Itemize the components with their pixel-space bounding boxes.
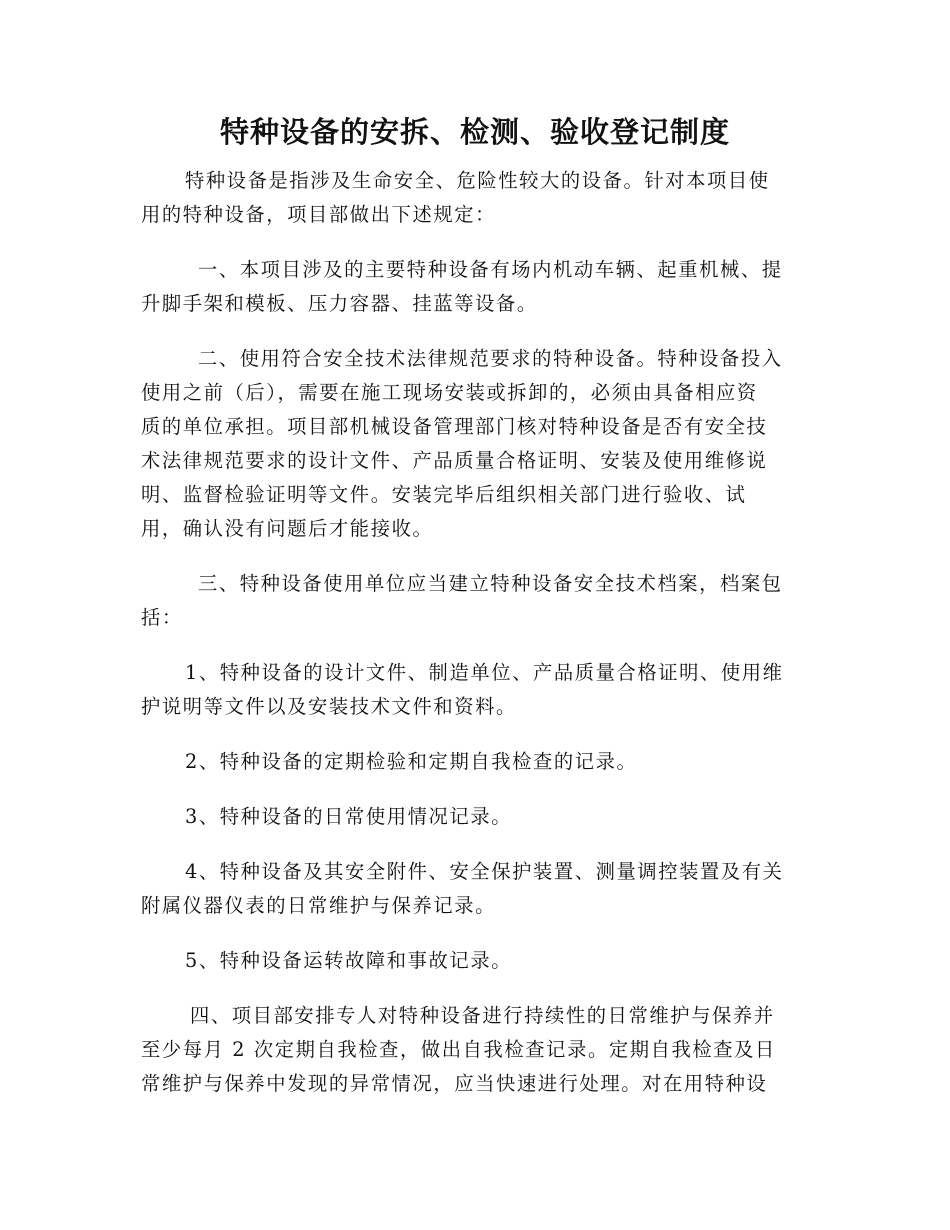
document-title: 特种设备的安拆、检测、验收登记制度 [219, 115, 730, 149]
text-line: 特种设备是指涉及生命安全、危险性较大的设备。针对本项目使 [185, 169, 770, 192]
paragraph-section-2 [141, 342, 809, 546]
paragraph-item-4 [141, 855, 809, 923]
paragraph-section-4 [141, 999, 809, 1101]
text-line: 5、特种设备运转故障和事故记录。 [185, 949, 513, 972]
text-line: 使用之前（后），需要在施工现场安装或拆卸的，必须由具备相应资 [141, 381, 758, 404]
text-line: 常维护与保养中发现的异常情况，应当快速进行处理。对在用特种设 [141, 1072, 768, 1095]
text-line: 4、特种设备及其安全附件、安全保护装置、测量调控装置及有关 [185, 860, 784, 883]
text-line: 护说明等文件以及安装技术文件和资料。 [141, 695, 517, 718]
paragraph-item-3 [141, 800, 809, 834]
text-line: 用，确认没有问题后才能接收。 [141, 517, 434, 540]
text-line: 2、特种设备的定期检验和定期自我检查的记录。 [185, 750, 638, 773]
text-line: 1、特种设备的设计文件、制造单位、产品质量合格证明、使用维 [185, 661, 784, 684]
document-body [141, 164, 809, 1122]
paragraph-section-3 [141, 567, 809, 635]
text-line: 术法律规范要求的设计文件、产品质量合格证明、安装及使用维修说 [141, 449, 768, 472]
text-line: 二、使用符合安全技术法律规范要求的特种设备。特种设备投入 [198, 347, 783, 370]
paragraph-section-1 [141, 253, 809, 321]
text-line: 至少每月 2 次定期自我检查，做出自我检查记录。定期自我检查及日 [141, 1038, 776, 1061]
text-line: 一、本项目涉及的主要特种设备有场内机动车辆、起重机械、提 [198, 258, 783, 281]
paragraph-intro [141, 164, 809, 232]
text-line: 明、监督检验证明等文件。安装完毕后组织相关部门进行验收、试 [141, 483, 747, 506]
paragraph-item-1 [141, 656, 809, 724]
text-line: 升脚手架和模板、压力容器、挂蓝等设备。 [141, 292, 538, 315]
text-line: 三、特种设备使用单位应当建立特种设备安全技术档案，档案包 [198, 572, 783, 595]
text-line: 四、项目部安排专人对特种设备进行持续性的日常维护与保养并 [190, 1004, 775, 1027]
text-line: 括： [141, 606, 183, 629]
text-line: 质的单位承担。项目部机械设备管理部门核对特种设备是否有安全技 [141, 415, 768, 438]
text-line: 附属仪器仪表的日常维护与保养记录。 [141, 894, 496, 917]
text-line: 3、特种设备的日常使用情况记录。 [185, 805, 513, 828]
paragraph-item-2 [141, 745, 809, 779]
text-line: 用的特种设备，项目部做出下述规定： [141, 203, 496, 226]
paragraph-item-5 [141, 944, 809, 978]
